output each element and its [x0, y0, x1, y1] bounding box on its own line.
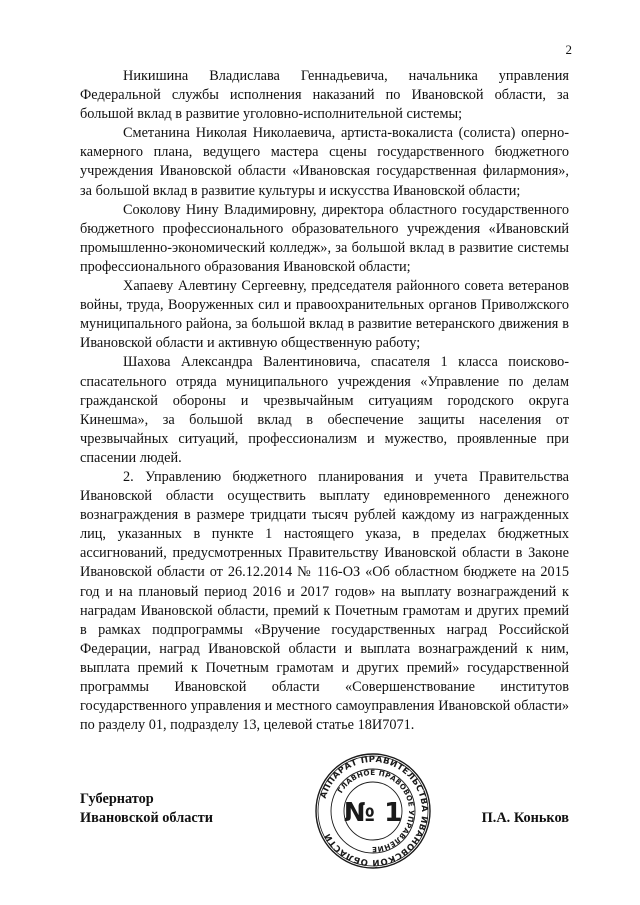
signature-block — [80, 754, 569, 880]
signatory-position — [80, 790, 213, 828]
document-body — [80, 67, 569, 735]
stamp-number: № 1 — [343, 798, 403, 828]
page-number: 2 — [565, 42, 572, 57]
paragraph-award-smetanin: Сметанина Николая Николаевича, артиста-вокалиста (солиста) оперно-камерного плана, ведущего мастера сцены государственного бюджетного учреждения Ивановской области «Ивановская государственная филармония», за большой вклад в развитие культуры и искусства Ивановской области; — [80, 125, 569, 199]
stamp-inner-text: ГЛАВНОЕ ПРАВОВОЕ УПРАВЛЕНИЕ — [335, 767, 417, 855]
paragraph-payment-clause: 2. Управлению бюджетного планирования и учета Правительства Ивановской области осуществить выплату единовременного денежного вознаграждения в размере тридцати тысяч рублей каждому из награжденных лиц, указанных в пункте 1 настоящего указа, в пределах бюджетных ассигнований, предусмотренных Правительству Ивановской области в Законе Ивановской области от 26.12.2014 № 116-ОЗ «Об областном бюджете на 2015 год и на плановый период 2016 и 2017 годов» на выплату вознаграждений к наградам Ивановской области, премий к Почетным грамотам и других премий в рамках подпрограммы «Вручение государственных наград Российской Федерации, наград Ивановской области и выплата вознаграждений к ним, выплата премий к Почетным грамотам и других премий» государственной программы Ивановской области «Совершенствование институтов государственного управления и местного самоуправления Ивановской области» по разделу 01, подразделу 13, целевой статье 18И7071. — [80, 468, 569, 734]
paragraph-award-nikishin: Никишина Владислава Геннадьевича, начальника управления Федеральной службы исполнения наказаний по Ивановской области, за большой вклад в развитие уголовно-исполнительной системы; — [80, 68, 569, 123]
stamp-outer-text: АППАРАТ ПРАВИТЕЛЬСТВА ИВАНОВСКОЙ ОБЛАСТИ — [318, 754, 430, 868]
official-stamp — [313, 751, 433, 871]
signatory-title: Губернатор — [80, 791, 154, 807]
paragraph-award-shakhov: Шахова Александра Валентиновича, спасателя 1 класса поисково-спасательного отряда муниципального учреждения «Управление по делам гражданской обороны и чрезвычайным ситуациям городского округа Кинешма», за большой вклад в обеспечение защиты населения от чрезвычайных ситуаций, профессионализм и мужество, проявленные при спасении людей. — [80, 354, 569, 466]
signatory-region: Ивановской области — [80, 810, 213, 827]
paragraph-award-khapaeva: Хапаеву Алевтину Сергеевну, председателя районного совета ветеранов войны, труда, Вооруженных сил и правоохранительных органов Приволжского муниципального района, за большой вклад в развитие ветеранского движения в Ивановской области и активную общественную работу; — [80, 278, 569, 352]
paragraph-award-sokolova: Соколову Нину Владимировну, директора областного государственного бюджетного профессионального образовательного учреждения «Ивановский промышленно-экономический колледж», за большой вклад в развитие системы профессионального образования Ивановской области; — [80, 201, 569, 275]
signatory-name: П.А. Коньков — [481, 810, 569, 826]
